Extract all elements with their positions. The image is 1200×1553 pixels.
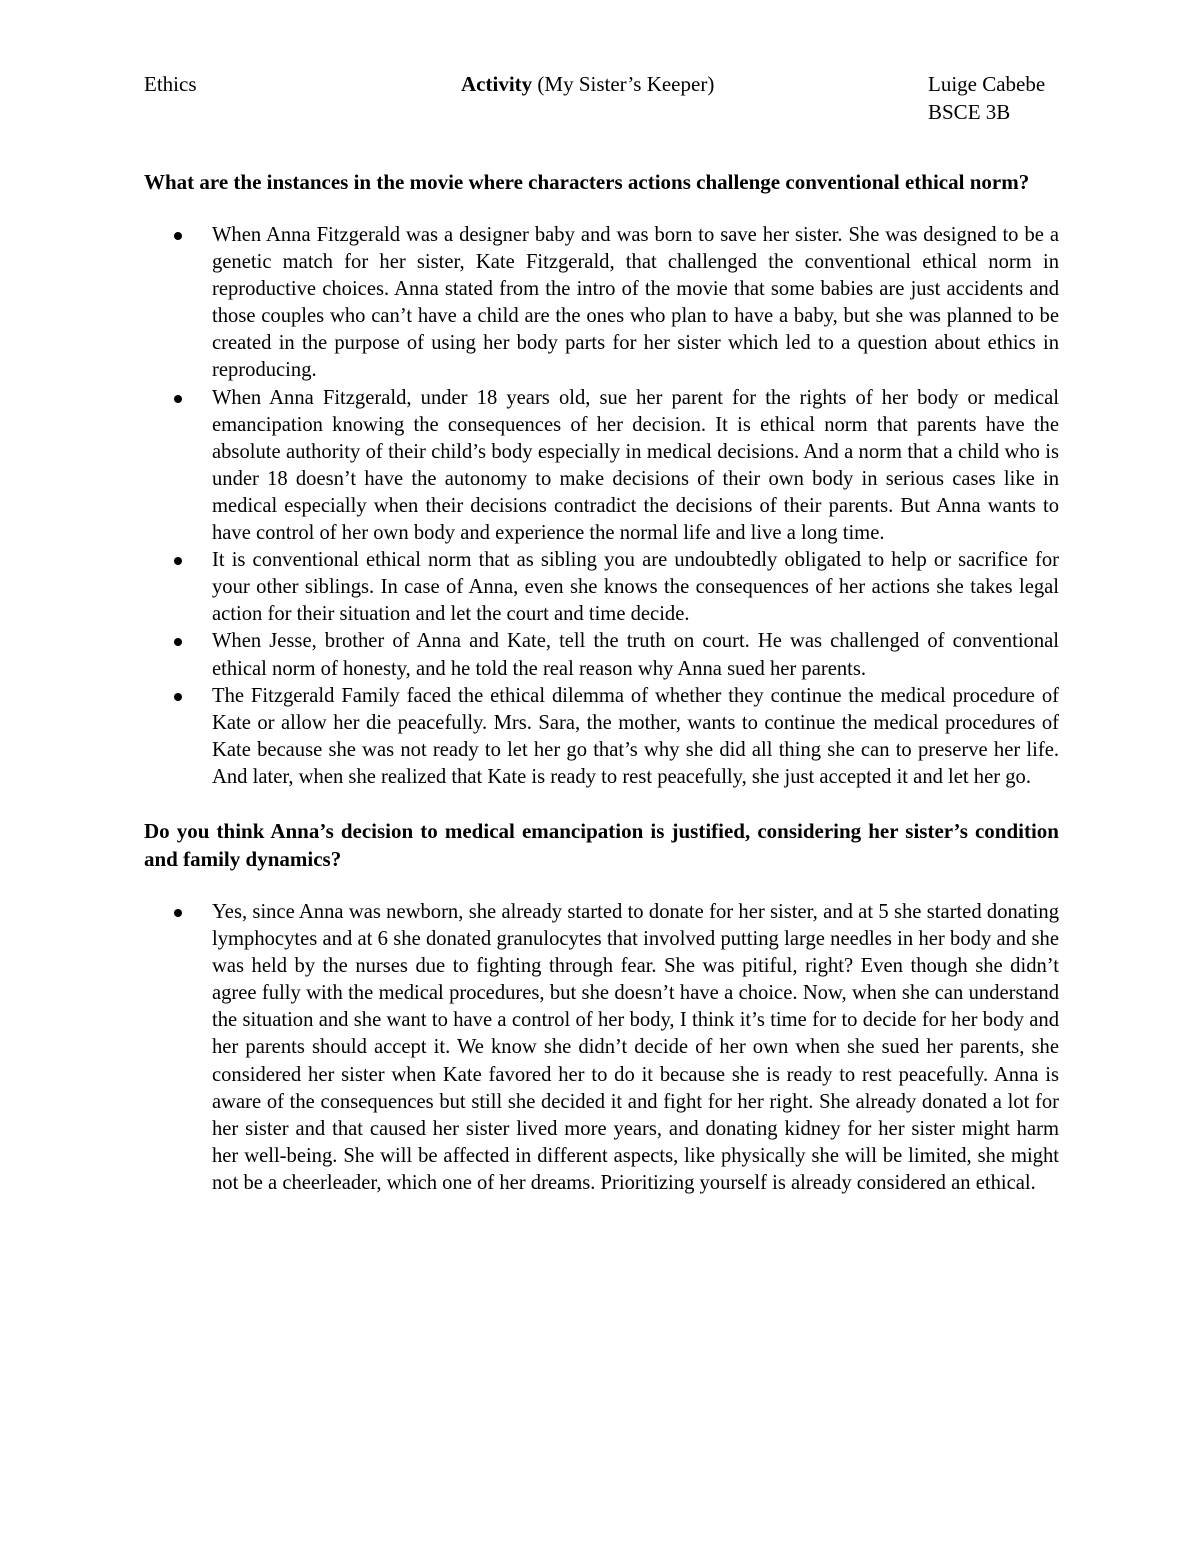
header-title <box>461 70 714 98</box>
document-body <box>144 168 1059 1197</box>
answer-text: When Anna Fitzgerald, under 18 years old, sue her parent for the rights of her body or medical emancipation knowing the consequences of her decision. It is ethical norm that parents have the absolute authority of their child’s body especially in medical decisions. And a norm that a child who is under 18 doesn’t have the autonomy to make decisions of their own body in serious cases like in medical especially when their decisions contradict the decisions of their parents. But Anna wants to have control of her own body and experience the normal life and live a long time. <box>212 386 1059 545</box>
answer-text: Yes, since Anna was newborn, she already started to donate for her sister, and at 5 she started donating lymphocytes and at 6 she donated granulocytes that involved putting large needles in her body and she was held by the nurses due to fighting through fear. She was pitiful, right? Even though she didn’t agree fully with the medical procedures, but she doesn’t have a choice. Now, when she can understand the situation and she want to have a control of her body, I think it’s time for to decide for her body and her parents should accept it. We know she didn’t decide of her own when she sued her parents, she considered her sister when Kate favored her to do it because she is ready to rest peacefully. Anna is aware of the consequences but still she decided it and fight for her right. She already donated a lot for her sister and that caused her sister lived more years, and donating kidney for her sister might harm her well-being. She will be affected in different aspects, like physically she will be limited, she might not be a cheerleader, which one of her dreams. Prioritizing yourself is already considered an ethical. <box>212 900 1059 1194</box>
list-item <box>144 628 1059 682</box>
header-subject: Ethics <box>144 72 197 96</box>
answer-text: It is conventional ethical norm that as sibling you are undoubtedly obligated to help or sacrifice for your other siblings. In case of Anna, even she knows the consequences of her actions she takes legal action for their situation and let the court and time decide. <box>212 549 1059 626</box>
author-name: Luige Cabebe <box>928 72 1046 96</box>
bullet-icon <box>174 557 182 565</box>
bullet-icon <box>174 395 182 403</box>
answer-text: When Anna Fitzgerald was a designer baby and was born to save her sister. She was designed to be a genetic match for her sister, Kate Fitzgerald, that challenged the conventional ethical norm in reproductive choices. Anna stated from the intro of the movie that some babies are just accidents and those couples who can’t have a child are the ones who plan to have a baby, but she was planned to be created in the purpose of using her body parts for her sister which led to a question about ethics in reproducing. <box>212 224 1059 382</box>
list-item <box>144 385 1059 548</box>
header-title-bold: Activity <box>461 72 533 96</box>
answer-list-2 <box>144 899 1059 1197</box>
answer-text: The Fitzgerald Family faced the ethical dilemma of whether they continue the medical procedure of Kate or allow her die peacefully. Mrs. Sara, the mother, wants to continue the medical procedures of Kate because she was not ready to let her go that’s why she did all thing she can to preserve her life. And later, when she realized that Kate is ready to rest peacefully, she just accepted it and let her go. <box>212 684 1059 788</box>
answer-text: When Jesse, brother of Anna and Kate, tell the truth on court. He was challenged of conventional ethical norm of honesty, and he told the real reason why Anna sued her parents. <box>212 630 1059 680</box>
answer-list-1 <box>144 222 1059 791</box>
header-title-rest: (My Sister’s Keeper) <box>532 72 715 96</box>
bullet-icon <box>174 232 182 240</box>
bullet-icon <box>174 693 182 701</box>
list-item <box>144 683 1059 791</box>
header-author <box>928 70 1045 126</box>
list-item <box>144 222 1059 385</box>
bullet-icon <box>174 638 182 646</box>
bullet-icon <box>174 909 182 917</box>
author-section: BSCE 3B <box>928 100 1011 124</box>
list-item <box>144 547 1059 628</box>
question-2: Do you think Anna’s decision to medical emancipation is justified, considering her sister’s condition and family dynamics? <box>144 818 1059 871</box>
question-1: What are the instances in the movie where characters actions challenge conventional ethical norm? <box>144 170 1030 194</box>
list-item <box>144 899 1059 1197</box>
